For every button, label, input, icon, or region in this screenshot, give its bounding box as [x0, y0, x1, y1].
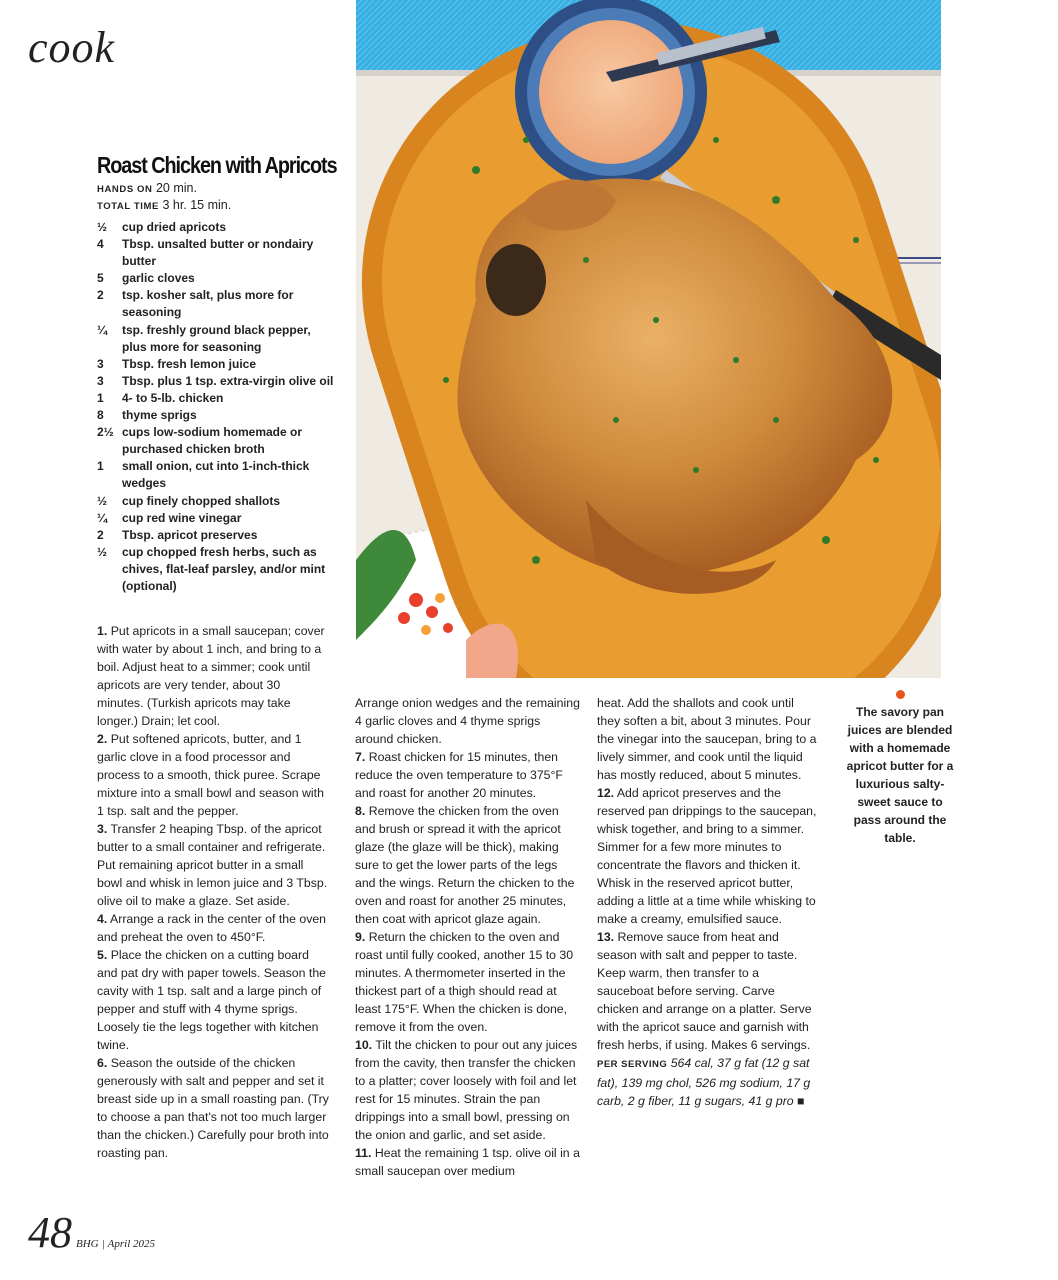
- total-time: [97, 197, 231, 215]
- ingredient-item: 2 tsp. kosher salt, plus more for seasoning: [97, 288, 294, 320]
- step: 12. Add apricot preserves and the reserved pan drippings to the saucepan, whisk together, and bring to a simmer. Simmer for a few more minutes to concentrate the flavors and thicken it. Whisk in the reserved apricot butter, adding a little at a time while whisking to make a creamy, emulsified sauce.: [597, 786, 817, 926]
- step-continued: Arrange onion wedges and the remaining 4 garlic cloves and 4 thyme sprigs around chicken.: [355, 696, 580, 746]
- hands-on-label: HANDS ON: [97, 184, 153, 195]
- ingredient-item: ¼ tsp. freshly ground black pepper, plus more for seasoning: [97, 322, 311, 354]
- step: 10. Tilt the chicken to pour out any juices from the cavity, then transfer the chicken to a platter; cover loosely with foil and let rest for 15 minutes. Strain the pan drippings into a small bowl, pressing on the onion and garlic, and set aside.: [355, 1038, 578, 1142]
- page-number: 48: [28, 1208, 72, 1257]
- step-continued: heat. Add the shallots and cook until they soften a bit, about 3 minutes. Pour the vinegar into the saucepan, bring to a lively simmer, and cook until the liquid has mostly reduced, about 5 minutes.: [597, 696, 817, 782]
- directions-column-1: [97, 622, 329, 1162]
- total-time-value: 3 hr. 15 min.: [162, 198, 232, 212]
- folio: [28, 1207, 155, 1258]
- issue-line: BHG | April 2025: [76, 1238, 156, 1250]
- nutrition-info: PER SERVING 564 cal, 37 g fat (12 g sat fat), 139 mg chol, 526 mg sodium, 17 g carb, 2 g fiber, 11 g sugars, 41 g pro ■: [597, 1056, 811, 1108]
- caption-bullet-icon: [896, 690, 905, 699]
- ingredient-item: 3 Tbsp. plus 1 tsp. extra-virgin olive oil: [97, 373, 334, 388]
- recipe-title: Roast Chicken with Apricots: [97, 152, 337, 178]
- end-mark: ■: [797, 1094, 805, 1108]
- ingredient-item: 1 4- to 5-lb. chicken: [97, 390, 224, 405]
- total-time-label: TOTAL TIME: [97, 201, 159, 212]
- ingredient-list: [97, 219, 337, 595]
- ingredient-item: 5 garlic cloves: [97, 271, 195, 286]
- step: 7. Roast chicken for 15 minutes, then reduce the oven temperature to 375°F and roast for another 20 minutes.: [355, 750, 563, 800]
- ingredient-item: ½ cup chopped fresh herbs, such as chives, flat-leaf parsley, and/or mint (optional): [97, 544, 326, 593]
- ingredient-item: ½ cup finely chopped shallots: [97, 493, 281, 508]
- step: 8. Remove the chicken from the oven and brush or spread it with the apricot glaze (the glaze will be thick), making sure to get the lower parts of the legs and the wings. Return the chicken to the oven and roast for another 25 minutes, then coat with apricot glaze again.: [355, 804, 575, 926]
- step: 5. Place the chicken on a cutting board and pat dry with paper towels. Season the cavity with 1 tsp. salt and a large pinch of pepper and stuff with 4 thyme sprigs. Loosely tie the legs together with kitchen twine.: [97, 948, 326, 1052]
- ingredient-item: 3 Tbsp. fresh lemon juice: [97, 356, 257, 371]
- step: 9. Return the chicken to the oven and roast until fully cooked, another 15 to 30 minutes. A thermometer inserted in the thickest part of a thigh should read at least 175°F. When the chicken is done, remove it from the oven.: [355, 930, 574, 1034]
- ingredient-item: 2 Tbsp. apricot preserves: [97, 527, 258, 542]
- step: 13. Remove sauce from heat and season with salt and pepper to taste. Keep warm, then transfer to a sauceboat before serving. Carve chicken and arrange on a platter. Serve with the apricot sauce and garnish with fresh herbs, if using. Makes 6 servings.: [597, 930, 812, 1052]
- step: 3. Transfer 2 heaping Tbsp. of the apricot butter to a small container and refrigerate. Put remaining apricot butter in a small bowl and whisk in lemon juice and 3 Tbsp. olive oil to make a glaze. Set aside.: [97, 822, 328, 908]
- ingredient-item: 4 Tbsp. unsalted butter or nondairy butter: [97, 237, 314, 269]
- directions-column-2: [355, 694, 580, 1180]
- step: 11. Heat the remaining 1 tsp. olive oil in a small saucepan over medium: [355, 1146, 580, 1178]
- ingredient-item: 2½ cups low-sodium homemade or purchased chicken broth: [97, 425, 303, 457]
- roast-chicken-photo: [356, 0, 941, 678]
- ingredient-item: ¼ cup red wine vinegar: [97, 510, 242, 525]
- step: 1. Put apricots in a small saucepan; cover with water by about 1 inch, and bring to a boil. Adjust heat to a simmer; cook until apricots are very tender, about 30 minutes. (Turkish apricots may take longer.) Drain; let cool.: [97, 624, 325, 728]
- recipe-photo: [356, 0, 941, 678]
- hands-on-value: 20 min.: [155, 181, 197, 195]
- step: 2. Put softened apricots, butter, and 1 garlic clove in a food processor and process to a smooth, thick puree. Scrape mixture into a small bowl and season with 1 tsp. salt and the pepper.: [97, 732, 324, 818]
- caption-text: The savory pan juices are blended with a homemade apricot butter for a luxurious salty-sweet sauce to pass around the table.: [846, 705, 954, 845]
- step: 6. Season the outside of the chicken generously with salt and pepper and set it breast side up in a small roasting pan. (Try to choose a pan that's not too much larger than the chicken.) Carefully pour broth into roasting pan.: [97, 1056, 329, 1160]
- hands-on-time: [97, 180, 197, 198]
- ingredient-item: 1 small onion, cut into 1-inch-thick wedges: [97, 459, 310, 491]
- ingredient-item: ½ cup dried apricots: [97, 220, 227, 234]
- directions-column-3: [597, 694, 819, 1110]
- photo-caption: [845, 690, 955, 847]
- step: 4. Arrange a rack in the center of the oven and preheat the oven to 450°F.: [97, 912, 327, 944]
- ingredient-item: 8 thyme sprigs: [97, 408, 197, 423]
- section-label: cook: [28, 23, 116, 72]
